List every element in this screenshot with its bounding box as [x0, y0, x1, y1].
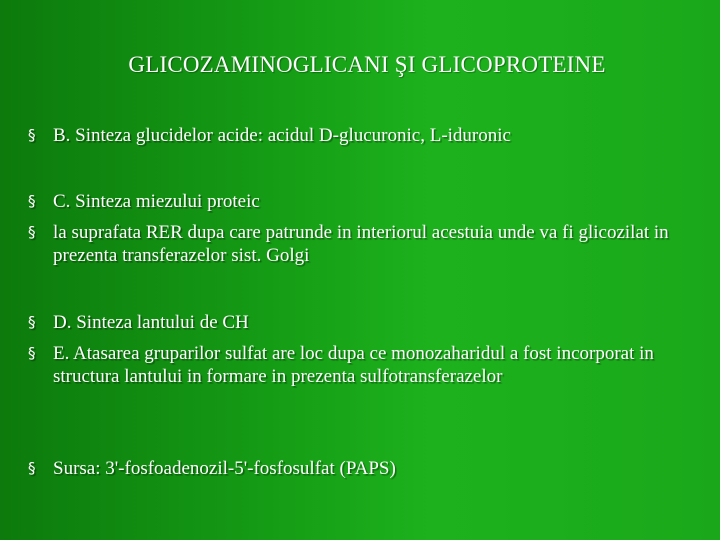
bullet-text: la suprafata RER dupa care patrunde in interiorul acestuia unde va fi glicozilat in prezenta transferazelor sist. Golgi [53, 222, 669, 266]
slide-title: GLICOZAMINOGLICANI ŞI GLICOPROTEINE [128, 52, 606, 77]
bullet-group-sursa [28, 457, 698, 480]
bullet-text: E. Atasarea gruparilor sulfat are loc dupa ce monozaharidul a fost incorporat in structura lantului in formare in prezenta sulfotransferazelor [53, 343, 654, 387]
bullet-group-d [28, 311, 698, 388]
bullet-item-b [28, 124, 698, 147]
bullet-item-c [28, 190, 698, 213]
bullet-text: Sursa: 3'-fosfoadenozil-5'-fosfosulfat (PAPS) [53, 458, 396, 479]
bullet-group-b [28, 124, 698, 147]
bullet-text: C. Sinteza miezului proteic [53, 191, 260, 212]
bullet-group-c [28, 190, 698, 267]
bullet-item-d [28, 311, 698, 334]
bullet-item-e [28, 342, 698, 388]
bullet-marker-icon: § [28, 313, 36, 331]
bullet-text: B. Sinteza glucidelor acide: acidul D-glucuronic, L-iduronic [53, 125, 511, 146]
bullet-item-rer [28, 221, 698, 267]
bullet-marker-icon: § [28, 192, 36, 210]
bullet-item-sursa [28, 457, 698, 480]
bullet-marker-icon: § [28, 223, 36, 241]
bullet-text: D. Sinteza lantului de CH [53, 312, 249, 333]
bullet-marker-icon: § [28, 459, 36, 477]
bullet-marker-icon: § [28, 126, 36, 144]
bullet-marker-icon: § [28, 344, 36, 362]
